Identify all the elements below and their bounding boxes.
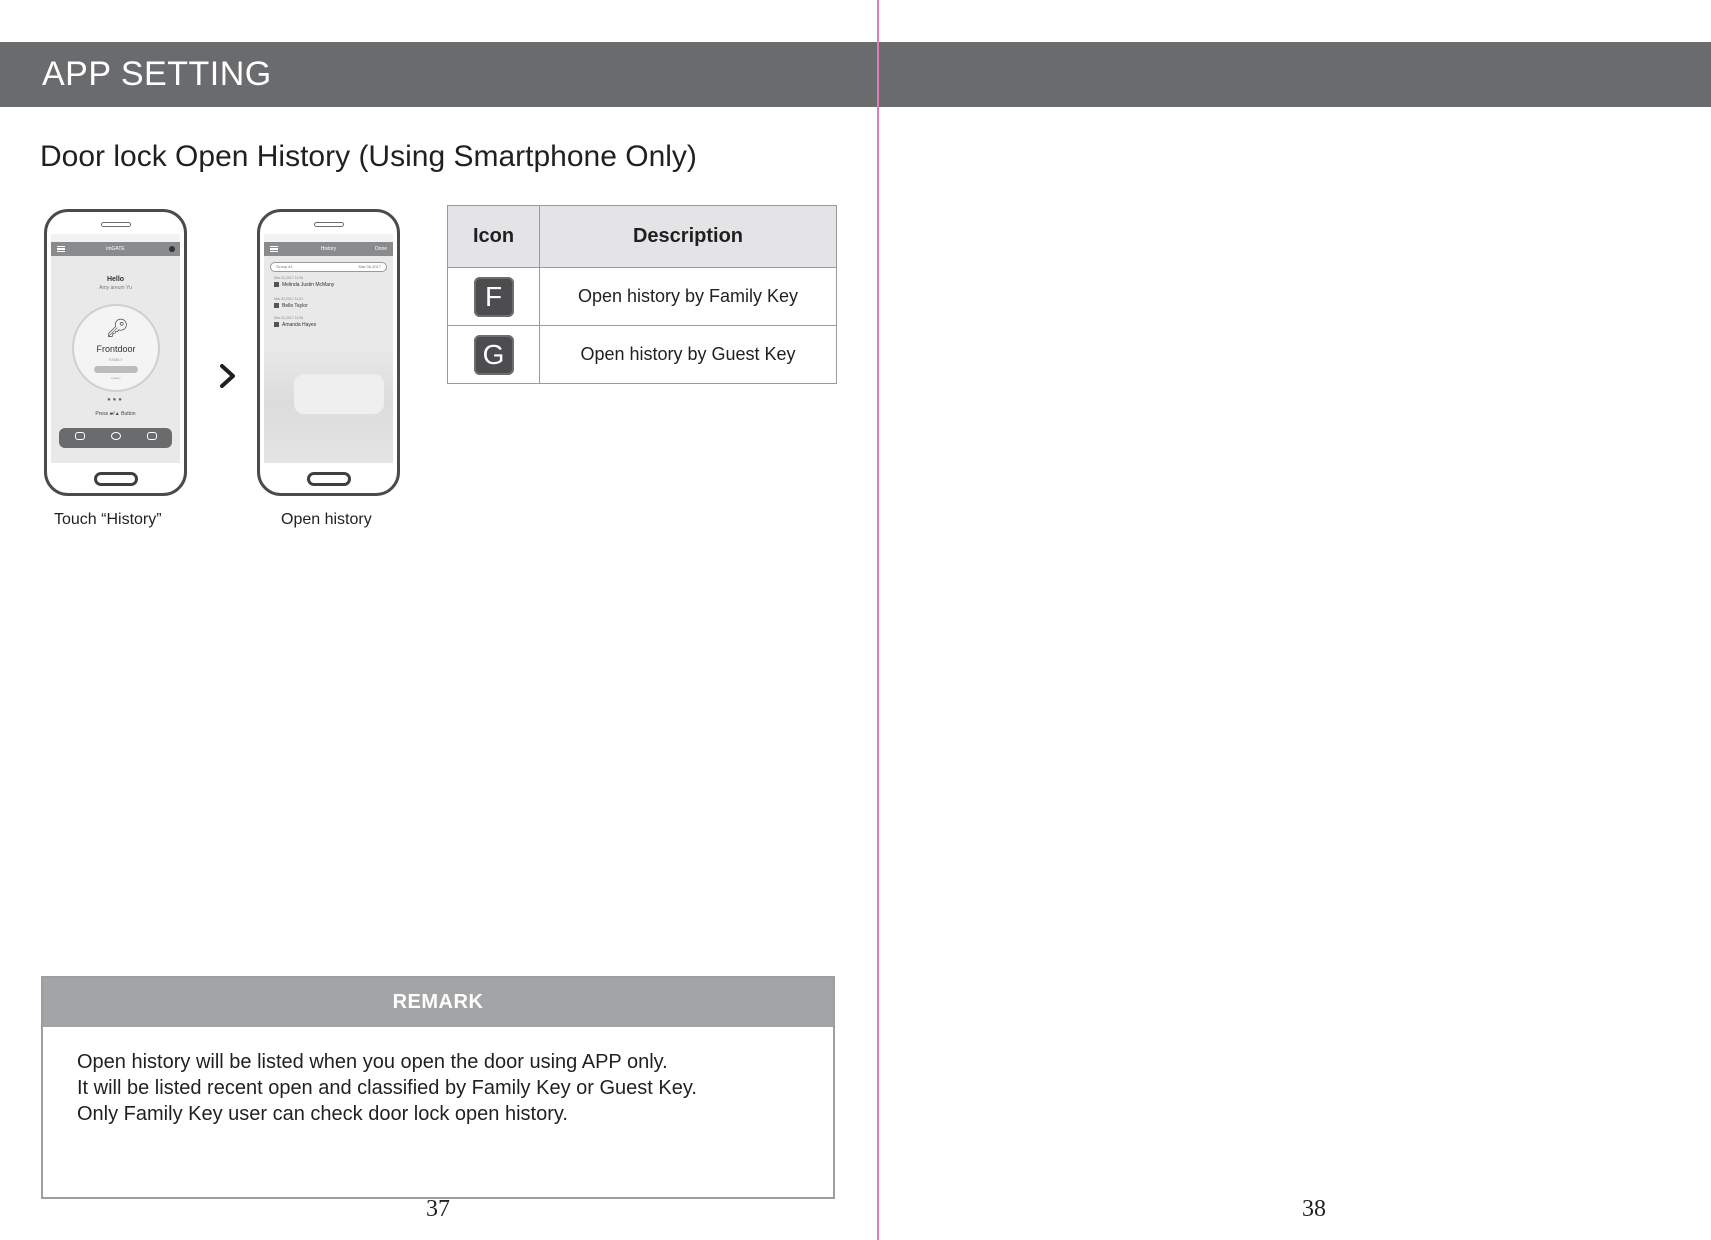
app-bar <box>264 242 393 256</box>
family-key-icon <box>274 282 279 287</box>
background-image <box>264 344 393 463</box>
icon-description-table <box>447 205 837 384</box>
page-number-right: 38 <box>1302 1196 1326 1222</box>
menu-icon <box>270 246 278 252</box>
key-icon <box>111 432 121 440</box>
phone-speaker <box>101 222 131 227</box>
table-cell-description: Open history by Family Key <box>540 268 837 326</box>
status-bar <box>51 234 180 242</box>
phone-screen <box>51 234 180 463</box>
battery-bar <box>94 366 138 373</box>
phone-screen <box>264 234 393 463</box>
remark-line: It will be listed recent open and classified by Family Key or Guest Key. <box>77 1077 697 1099</box>
chevron-right-icon <box>216 362 240 390</box>
history-date: Mar 02,2017 11:06 <box>274 316 304 320</box>
phone-speaker <box>314 222 344 227</box>
app-title: History <box>320 246 337 252</box>
page-dots: ●●● <box>107 397 124 403</box>
menu-icon <box>57 246 65 252</box>
table-header-row <box>448 206 837 268</box>
table-row <box>448 326 837 384</box>
notification-icon <box>169 246 175 252</box>
table-cell-icon <box>448 326 540 384</box>
group-select <box>270 262 387 272</box>
family-key-icon: F <box>474 277 514 317</box>
header-title: APP SETTING <box>42 55 272 93</box>
history-date: Mar 02,2017 11:01 <box>274 297 304 301</box>
door-circle <box>72 304 160 392</box>
phone-caption-open-history: Open history <box>281 511 372 528</box>
phone-illustration-history <box>257 209 400 496</box>
status-bar <box>264 234 393 242</box>
phone-home-button <box>94 472 138 486</box>
door-name: Frontdoor <box>96 344 136 354</box>
section-title: Door lock Open History (Using Smartphone Only) <box>40 140 697 173</box>
group-select-right: Mar 06,2017 <box>358 264 381 269</box>
history-icon <box>75 432 85 440</box>
history-entry <box>274 282 334 288</box>
settings-icon <box>147 432 157 440</box>
app-bar <box>51 242 180 256</box>
page-fold-line <box>877 0 879 1240</box>
table-header-description: Description <box>540 206 837 268</box>
guest-key-icon: G <box>474 335 514 375</box>
done-label: Done <box>375 246 387 252</box>
history-entry <box>274 322 316 328</box>
phone-illustration-home <box>44 209 187 496</box>
table-header-icon: Icon <box>448 206 540 268</box>
remark-title: REMARK <box>43 978 833 1027</box>
family-key-icon <box>274 303 279 308</box>
history-date: Mar 02,2017 11:00 <box>274 276 304 280</box>
greeting: Hello <box>106 276 125 283</box>
door-type: FAMILY <box>109 357 123 362</box>
user-name: Amy areum Yu <box>99 285 132 291</box>
remark-line: Open history will be listed when you open the door using APP only. <box>77 1051 668 1073</box>
table-row <box>448 268 837 326</box>
group-select-left: Group #1 <box>276 264 293 269</box>
press-instruction: Press ▰/▲ Button <box>95 411 136 417</box>
page-number-left: 37 <box>426 1196 450 1222</box>
remark-box <box>41 976 835 1199</box>
table-cell-icon <box>448 268 540 326</box>
phone-home-button <box>307 472 351 486</box>
family-key-icon <box>274 322 279 327</box>
battery-label: battery <box>111 376 121 380</box>
remark-line: Only Family Key user can check door lock open history. <box>77 1103 568 1125</box>
tab-bar <box>59 428 172 448</box>
table-cell-description: Open history by Guest Key <box>540 326 837 384</box>
app-title: imGATE <box>106 246 125 252</box>
key-lock-icon: 🔑︎ <box>106 318 129 338</box>
history-entry-name: Amanda Hayes <box>282 322 317 328</box>
history-entry-name: Melinda Justin McMany <box>282 282 335 288</box>
history-entry-name: Belle Taylor <box>282 303 308 309</box>
phone-caption-touch-history: Touch “History” <box>54 511 162 528</box>
history-entry <box>274 303 308 309</box>
